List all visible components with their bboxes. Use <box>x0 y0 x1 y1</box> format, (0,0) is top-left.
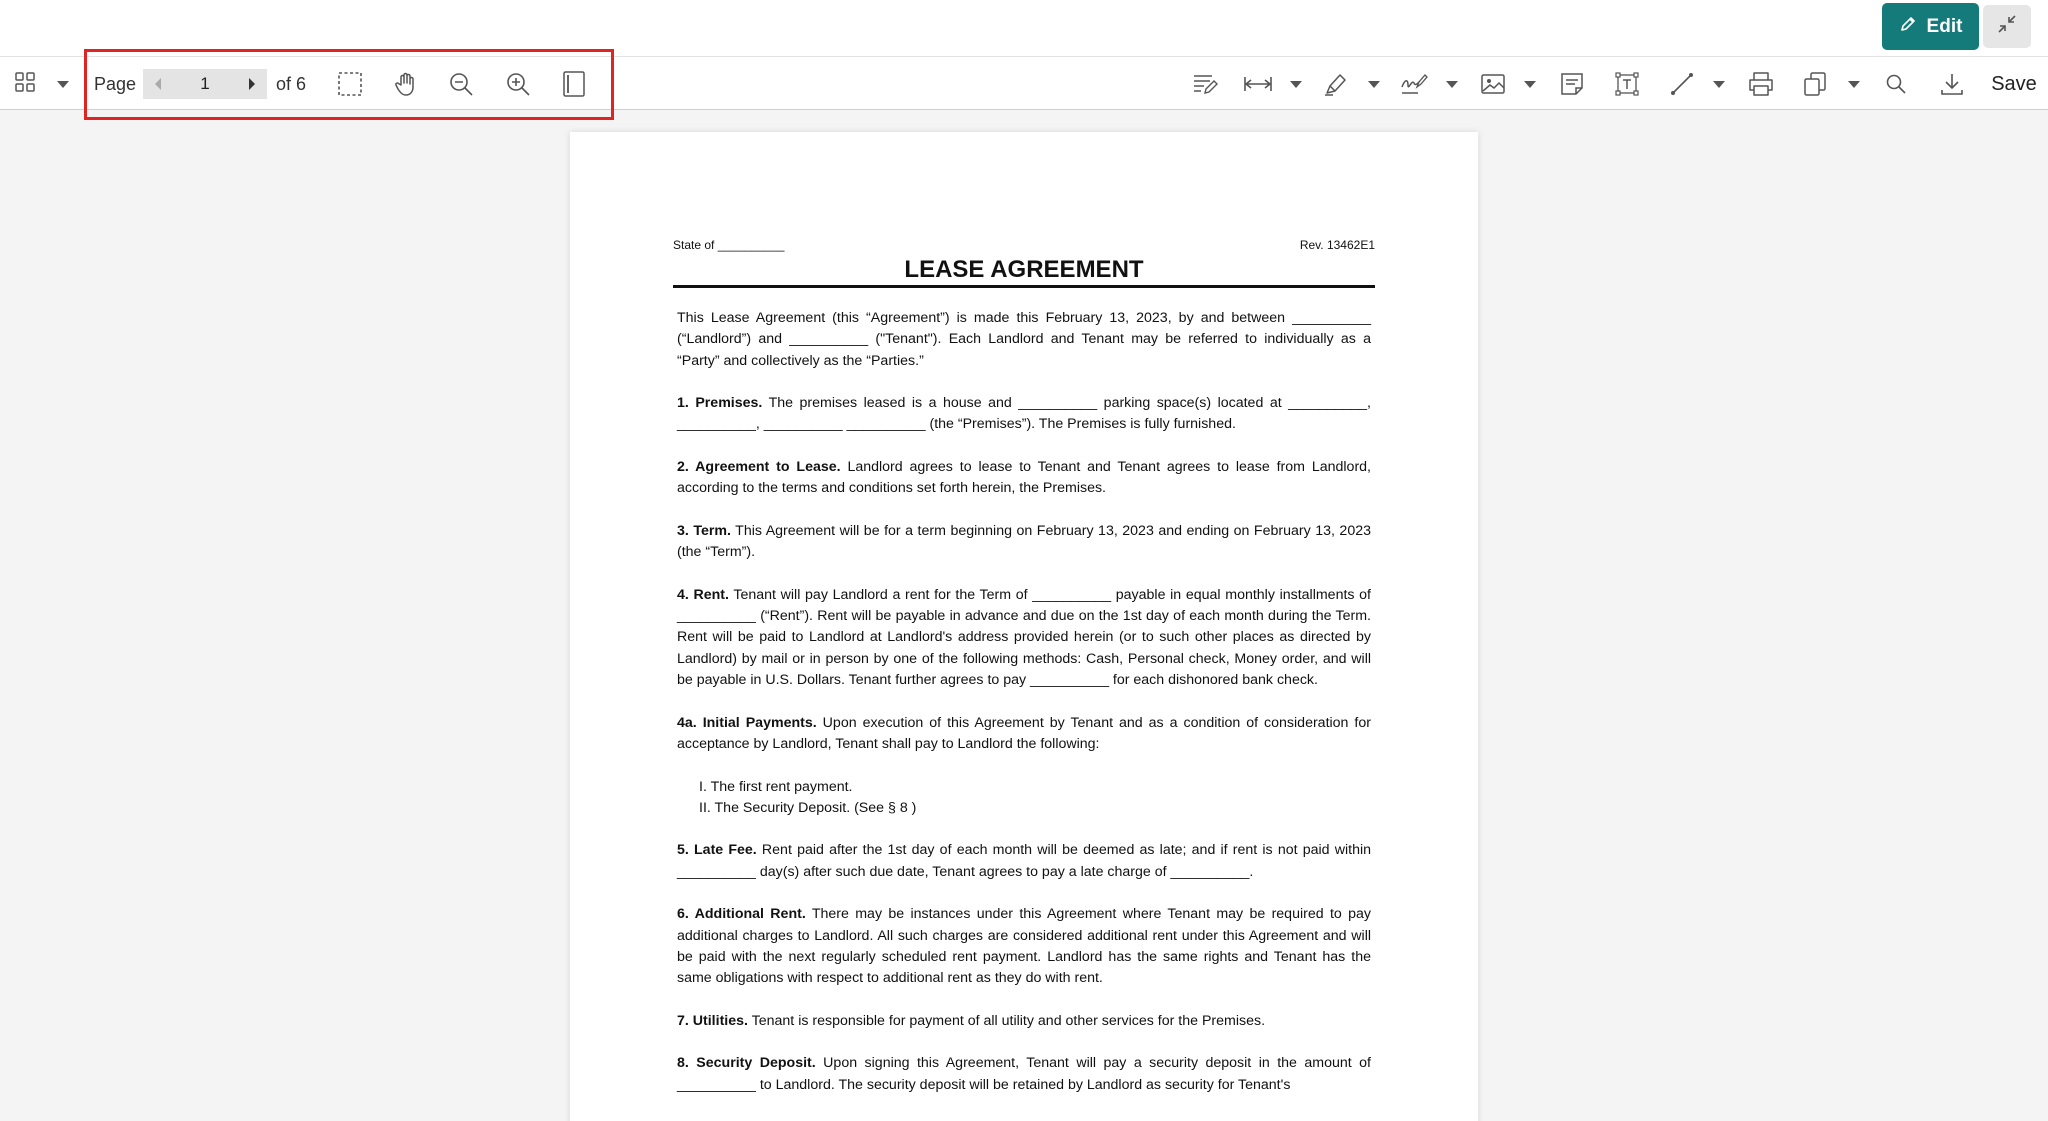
download-icon <box>1939 71 1965 97</box>
copy-pages-button[interactable] <box>1800 57 1830 111</box>
list-item: I. The first rent payment. <box>699 778 853 795</box>
collapse-icon <box>1996 13 2018 40</box>
caret-down-icon <box>1446 81 1458 88</box>
page-navigator <box>143 69 267 99</box>
copy-pages-icon <box>1802 71 1828 97</box>
section-initial-payments <box>677 713 1371 756</box>
text-box-icon <box>1614 71 1640 97</box>
signature-button[interactable] <box>1399 57 1429 111</box>
measure-dropdown[interactable] <box>1288 57 1304 111</box>
section-heading: 2. Agreement to Lease. <box>677 459 841 476</box>
measure-icon <box>1243 73 1273 95</box>
section-body: Tenant is responsible for payment of all utility and other services for the Premises. <box>747 1012 1266 1029</box>
section-body: Upon signing this Agreement, Tenant will pay a security deposit in the amount of __________ to Landlord. The security deposit will be retained by Landlord as security for Tenant's <box>677 1055 1372 1093</box>
page-number-input[interactable] <box>173 69 237 99</box>
section-heading: 8. Security Deposit. <box>677 1055 816 1072</box>
download-button[interactable] <box>1937 57 1967 111</box>
section-term <box>677 521 1371 564</box>
top-bar <box>0 0 2048 56</box>
document-title: LEASE AGREEMENT <box>673 256 1375 288</box>
total-pages-label: of 6 <box>275 73 307 94</box>
measure-button[interactable] <box>1241 57 1275 111</box>
marquee-select-icon <box>337 71 363 97</box>
thumbnails-dropdown[interactable] <box>54 57 72 111</box>
search-button[interactable] <box>1881 57 1911 111</box>
section-security-deposit <box>677 1053 1371 1096</box>
text-select-button[interactable] <box>1190 57 1220 111</box>
zoom-out-icon <box>448 71 474 97</box>
document-header <box>673 238 1375 252</box>
save-label: Save <box>1991 72 2037 95</box>
zoom-in-icon <box>505 71 531 97</box>
prev-page-button[interactable] <box>143 69 173 99</box>
image-icon <box>1480 72 1506 96</box>
chevron-left-icon <box>152 77 164 91</box>
list-item: II. The Security Deposit. (See § 8 ) <box>699 799 917 816</box>
section-body: Tenant will pay Landlord a rent for the Term of __________ payable in equal monthly installments of __________ (“Rent”). Rent will be payable in advance and due on the 1st day of each month during the Term. Rent will be paid to Landlord at Landlord's address provided herein (or to such other places as directed by Landlord) by mail or in person by one of the following methods: Cash, Personal check, Money order, and will be payable in U.S. Dollars. Tenant further agrees to pay __________ for each dishonored bank check. <box>677 586 1372 689</box>
copy-pages-dropdown[interactable] <box>1846 57 1862 111</box>
caret-down-icon <box>1290 81 1302 88</box>
zoom-out-button[interactable] <box>446 57 476 111</box>
state-of-text: State of __________ <box>673 238 785 252</box>
section-body: This Agreement will be for a term beginning on February 13, 2023 and ending on February 13, 2023 (the “Term”). <box>677 522 1371 561</box>
marquee-select-button[interactable] <box>335 57 365 111</box>
caret-down-icon <box>1524 81 1536 88</box>
text-edit-icon <box>1192 71 1218 97</box>
section-body: There may be instances under this Agreement where Tenant may be required to pay additional charges to Landlord. All such charges are considered additional rent under this Agreement and will be paid with the next regularly scheduled rent payment. Landlord has the same rights and Tenant has the same obligations with respect to additional rent as they do with rent. <box>677 906 1371 987</box>
highlighter-icon <box>1323 71 1349 97</box>
caret-down-icon <box>1848 81 1860 88</box>
section-agreement-to-lease <box>677 457 1371 500</box>
section-late-fee <box>677 840 1371 883</box>
section-heading: 1. Premises. <box>677 395 763 412</box>
page-label-wrap <box>94 57 136 111</box>
note-icon <box>1559 71 1585 97</box>
section-heading: 4. Rent. <box>677 586 729 603</box>
next-page-button[interactable] <box>237 69 267 99</box>
page-label: Page <box>93 73 137 94</box>
document-viewer[interactable] <box>0 110 2048 1121</box>
caret-down-icon <box>1713 81 1725 88</box>
revision-text: Rev. 13462E1 <box>1299 238 1375 252</box>
insert-image-button[interactable] <box>1478 57 1508 111</box>
document-page <box>570 132 1478 1121</box>
chevron-right-icon <box>246 77 258 91</box>
pen-icon <box>1899 15 1917 39</box>
zoom-in-button[interactable] <box>503 57 533 111</box>
sticky-note-button[interactable] <box>1557 57 1587 111</box>
hand-icon <box>393 71 419 97</box>
grid-icon <box>14 71 36 98</box>
highlight-button[interactable] <box>1321 57 1351 111</box>
section-premises <box>677 393 1371 436</box>
page-layout-button[interactable] <box>559 57 589 111</box>
pan-tool-button[interactable] <box>391 57 421 111</box>
line-icon <box>1669 71 1695 97</box>
section-additional-rent <box>677 904 1371 989</box>
section-heading: 5. Late Fee. <box>677 842 757 859</box>
search-icon <box>1885 73 1907 95</box>
section-body: Rent paid after the 1st day of each month will be deemed as late; and if rent is not paid within __________ day(s) after such due date, Tenant agrees to pay a late charge of __________. <box>677 842 1371 880</box>
printer-icon <box>1747 71 1775 97</box>
edit-label: Edit <box>1926 15 1963 37</box>
section-heading: 4a. Initial Payments. <box>677 714 817 731</box>
caret-down-icon <box>57 81 69 88</box>
print-button[interactable] <box>1746 57 1776 111</box>
edit-button[interactable] <box>1882 3 1979 50</box>
viewer-toolbar <box>0 56 2048 110</box>
section-rent <box>677 585 1371 691</box>
caret-down-icon <box>1368 81 1380 88</box>
section-utilities <box>677 1011 1371 1032</box>
single-page-icon <box>561 71 587 97</box>
section-heading: 6. Additional Rent. <box>677 906 806 923</box>
initial-payments-list <box>673 777 1375 820</box>
section-body: The premises leased is a house and __________ parking space(s) located at __________, __________, __________ __________ (the “Premises”). The Premises is fully furnished. <box>677 395 1371 433</box>
intro-paragraph: This Lease Agreement (this “Agreement”) is made this February 13, 2023, by and between __________ (“Landlord”) and __________ ("Tenant"). Each Landlord and Tenant may be referred to individually as a “Party” and collectively as the “Parties.” <box>677 310 1371 369</box>
highlight-dropdown[interactable] <box>1366 57 1382 111</box>
document-content <box>673 238 1375 1096</box>
line-tool-button[interactable] <box>1667 57 1697 111</box>
section-heading: 3. Term. <box>677 522 731 539</box>
thumbnails-button[interactable] <box>10 57 40 111</box>
line-dropdown[interactable] <box>1711 57 1727 111</box>
section-body: Upon execution of this Agreement by Tenant and as a condition of consideration for acceptance by Landlord, Tenant shall pay to Landlord the following: <box>677 714 1371 752</box>
signature-icon <box>1400 71 1428 97</box>
text-box-button[interactable] <box>1612 57 1642 111</box>
signature-dropdown[interactable] <box>1444 57 1460 111</box>
image-dropdown[interactable] <box>1522 57 1538 111</box>
section-body: Landlord agrees to lease to Tenant and Tenant agrees to lease from Landlord, according to the terms and conditions set forth herein, the Premises. <box>677 459 1371 497</box>
total-pages-wrap <box>270 57 312 111</box>
collapse-button[interactable] <box>1983 5 2031 48</box>
section-heading: 7. Utilities. <box>677 1012 748 1029</box>
save-button[interactable] <box>1988 57 2040 111</box>
